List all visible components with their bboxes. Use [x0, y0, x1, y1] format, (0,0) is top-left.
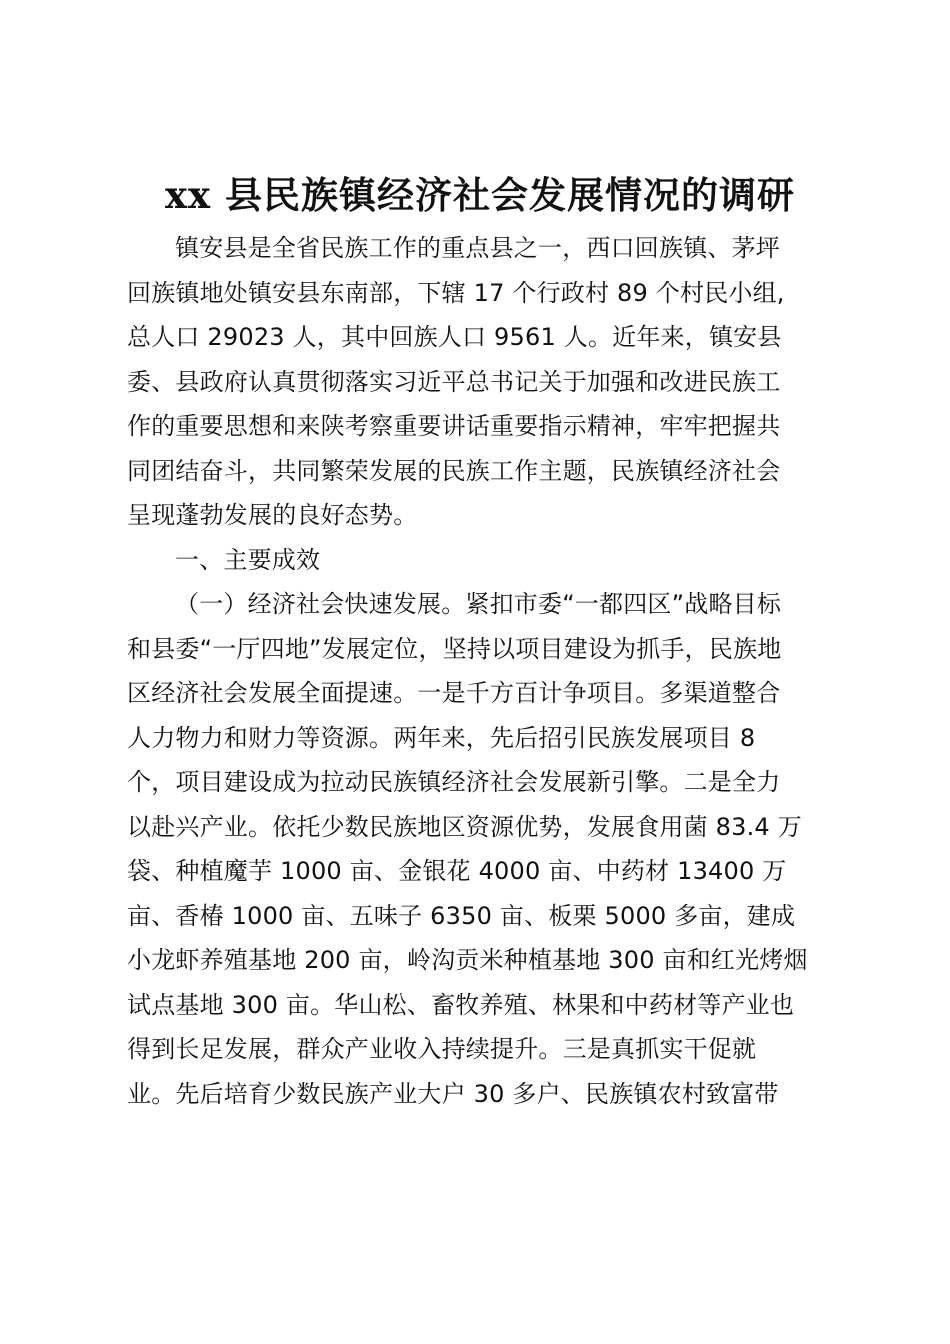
paragraph-line: 同团结奋斗，共同繁荣发展的民族工作主题，民族镇经济社会	[127, 457, 781, 485]
paragraph-line: （一）经济社会快速发展。紧扣市委“一都四区”战略目标	[175, 590, 782, 618]
paragraph-line: 亩、香椿 1000 亩、五味子 6350 亩、板栗 5000 多亩，建成	[127, 902, 796, 930]
paragraph-line: 试点基地 300 亩。华山松、畜牧养殖、林果和中药材等产业也	[127, 991, 795, 1019]
paragraph-line: 区经济社会发展全面提速。一是千方百计争项目。多渠道整合	[127, 679, 781, 707]
paragraph-line: 和县委“一厅四地”发展定位，坚持以项目建设为抓手，民族地	[127, 635, 782, 663]
paragraph-line: 人力物力和财力等资源。两年来，先后招引民族发展项目 8	[127, 724, 756, 752]
paragraph-line: 业。先后培育少数民族产业大户 30 多户、民族镇农村致富带	[127, 1080, 779, 1108]
paragraph-line: 小龙虾养殖基地 200 亩，岭沟贡米种植基地 300 亩和红光烤烟	[127, 946, 808, 974]
paragraph-line: 以赴兴产业。依托少数民族地区资源优势，发展食用菌 83.4 万	[127, 813, 802, 841]
paragraph-line: 委、县政府认真贯彻落实习近平总书记关于加强和改进民族工	[127, 368, 781, 396]
paragraph-line: 袋、种植魔芋 1000 亩、金银花 4000 亩、中药材 13400 万	[127, 857, 787, 885]
paragraph-line: 呈现蓬勃发展的良好态势。	[127, 501, 418, 529]
paragraph-line: 个，项目建设成为拉动民族镇经济社会发展新引擎。二是全力	[127, 768, 781, 796]
document-title: xx 县民族镇经济社会发展情况的调研	[165, 173, 795, 217]
section-heading: 一、主要成效	[175, 546, 321, 574]
paragraph-line: 得到长足发展，群众产业收入持续提升。三是真抓实干促就	[127, 1035, 757, 1063]
paragraph-line: 镇安县是全省民族工作的重点县之一，西口回族镇、茅坪	[175, 234, 780, 262]
paragraph-line: 总人口 29023 人，其中回族人口 9561 人。近年来，镇安县	[127, 323, 782, 351]
paragraph-line: 回族镇地处镇安县东南部，下辖 17 个行政村 89 个村民小组,	[127, 279, 785, 307]
paragraph-line: 作的重要思想和来陕考察重要讲话重要指示精神，牢牢把握共	[127, 412, 781, 440]
